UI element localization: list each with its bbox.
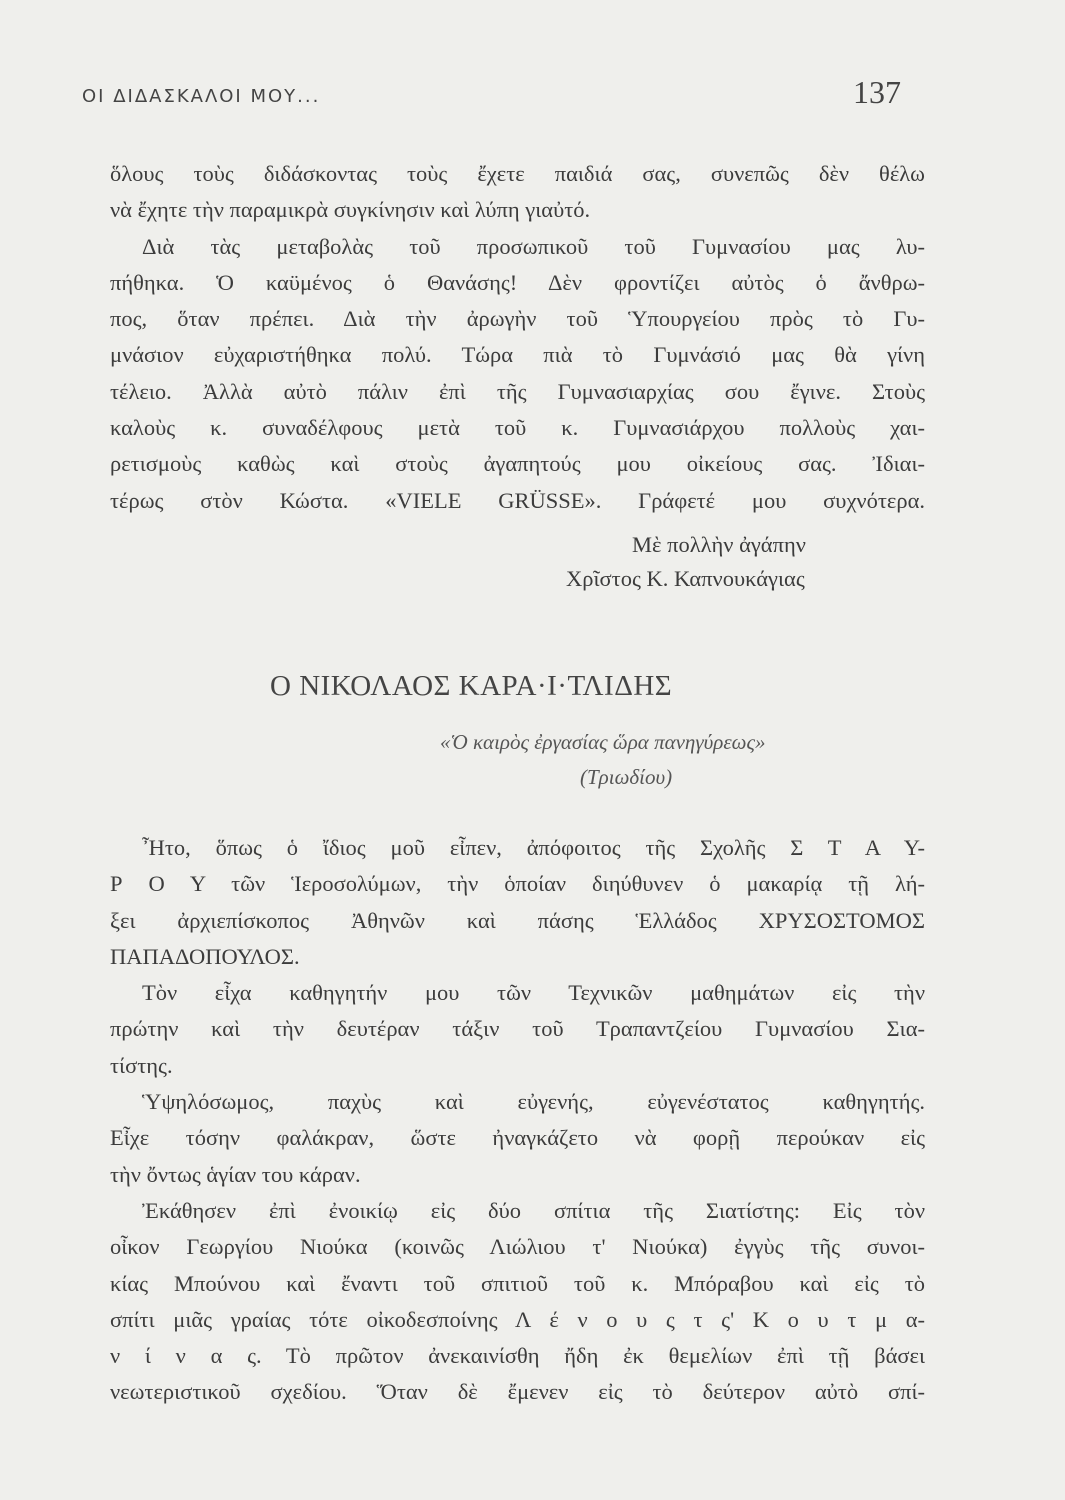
text-line: ν ί ν α ς. Τὸ πρῶτον ἀνεκαινίσθη ἤδη ἐκ θεμελίων ἐπὶ τῇ βάσει: [110, 1343, 925, 1369]
text-line: νεωτεριστικοῦ σχεδίου. Ὅταν δὲ ἔμενεν εἰς τὸ δεύτερον αὐτὸ σπί-: [110, 1379, 925, 1405]
section-title: Ο ΝΙΚΟΛΑΟΣ ΚΑΡΑ·Ι·ΤΛΙΔΗΣ: [270, 670, 673, 702]
text-line: ρετισμοὺς καθὼς καὶ στοὺς ἀγαπητούς μου οἰκείους σας. Ἰδιαι-: [110, 451, 925, 477]
text-line: ξει ἀρχιεπίσκοπος Ἀθηνῶν καὶ πάσης Ἑλλάδος ΧΡΥΣΟΣΤΟΜΟΣ: [110, 907, 925, 933]
page-number: 137: [853, 74, 901, 110]
text-line: Ρ Ο Υ τῶν Ἱεροσολύμων, τὴν ὁποίαν διηύθυνεν ὁ μακαρίᾳ τῇ λή-: [110, 871, 925, 897]
text-line: Εἶχε τόσην φαλάκραν, ὥστε ἠναγκάζετο νὰ φορῇ περούκαν εἰς: [110, 1125, 925, 1151]
epigraph-source: (Τριωδίου): [580, 765, 673, 789]
letter-signature: Χρῖστος Κ. Καπνουκάγιας: [566, 566, 805, 591]
text-line: οἶκον Γεωργίου Νιούκα (κοινῶς Λιώλιου τ' Νιούκα) ἐγγὺς τῆς συνοι-: [110, 1234, 925, 1260]
text-line: Τὸν εἶχα καθηγητήν μου τῶν Τεχνικῶν μαθημάτων εἰς τὴν: [142, 980, 925, 1006]
text-line: Ὑψηλόσωμος, παχὺς καὶ εὐγενής, εὐγενέστατος καθηγητής.: [142, 1089, 925, 1115]
letter-text: [110, 156, 925, 519]
text-line: τίστης.: [110, 1052, 173, 1078]
text-line: Ἦτο, ὅπως ὁ ἴδιος μοῦ εἶπεν, ἀπόφοιτος τῆς Σχολῆς Σ Τ Α Υ-: [142, 835, 925, 860]
text-line: τέρως στὸν Κώστα. «VIELE GRÜSSE». Γράφετέ μου συχνότερα.: [110, 487, 925, 513]
text-line: πρώτην καὶ τὴν δευτέραν τάξιν τοῦ Τραπαντζείου Γυμνασίου Σια-: [110, 1016, 925, 1042]
letter-closing: Μὲ πολλὴν ἀγάπην: [632, 532, 806, 557]
text-line: πος, ὅταν πρέπει. Διὰ τὴν ἀρωγὴν τοῦ Ὑπουργείου πρὸς τὸ Γυ-: [110, 306, 925, 332]
text-line: νὰ ἔχητε τὴν παραμικρὰ συγκίνησιν καὶ λύπη γιαὐτό.: [110, 197, 591, 223]
text-line: τέλειο. Ἀλλὰ αὐτὸ πάλιν ἐπὶ τῆς Γυμνασιαρχίας σου ἔγινε. Στοὺς: [110, 378, 925, 404]
text-line: ὅλους τοὺς διδάσκοντας τοὺς ἔχετε παιδιά σας, συνεπῶς δὲν θέλω: [110, 161, 925, 186]
text-line: Ἐκάθησεν ἐπὶ ἐνοικίῳ εἰς δύο σπίτια τῆς Σιατίστης: Εἰς τὸν: [142, 1197, 925, 1223]
epigraph: «Ὁ καιρὸς ἐργασίας ὥρα πανηγύρεως»: [440, 730, 766, 754]
text-line: πήθηκα. Ὁ καϋμένος ὁ Θανάσης! Δὲν φροντίζει αὐτὸς ὁ ἄνθρω-: [110, 269, 925, 295]
text-line: σπίτι μιᾶς γραίας τότε οἰκοδεσποίνης Λ έ ν ο υ ς τ ς' Κ ο υ τ μ α-: [110, 1306, 925, 1332]
text-line: καλοὺς κ. συναδέλφους μετὰ τοῦ κ. Γυμνασιάρχου πολλοὺς χαι-: [110, 415, 925, 441]
text-line: τὴν ὄντως ἁγίαν του κάραν.: [110, 1161, 361, 1187]
section-body: [110, 830, 925, 1411]
text-line: Διὰ τὰς μεταβολὰς τοῦ προσωπικοῦ τοῦ Γυμνασίου μας λυ-: [142, 233, 925, 259]
running-header: ΟΙ ΔΙΔΑΣΚΑΛΟΙ ΜΟΥ...: [82, 86, 321, 107]
text-line: κίας Μπούνου καὶ ἔναντι τοῦ σπιτιοῦ τοῦ κ. Μπόραβου καὶ εἰς τὸ: [110, 1270, 925, 1296]
text-line: μνάσιον εὐχαριστήθηκα πολύ. Τώρα πιὰ τὸ Γυμνάσιό μας θὰ γίνη: [110, 342, 925, 368]
text-line: ΠΑΠΑΔΟΠΟΥΛΟΣ.: [110, 943, 300, 969]
